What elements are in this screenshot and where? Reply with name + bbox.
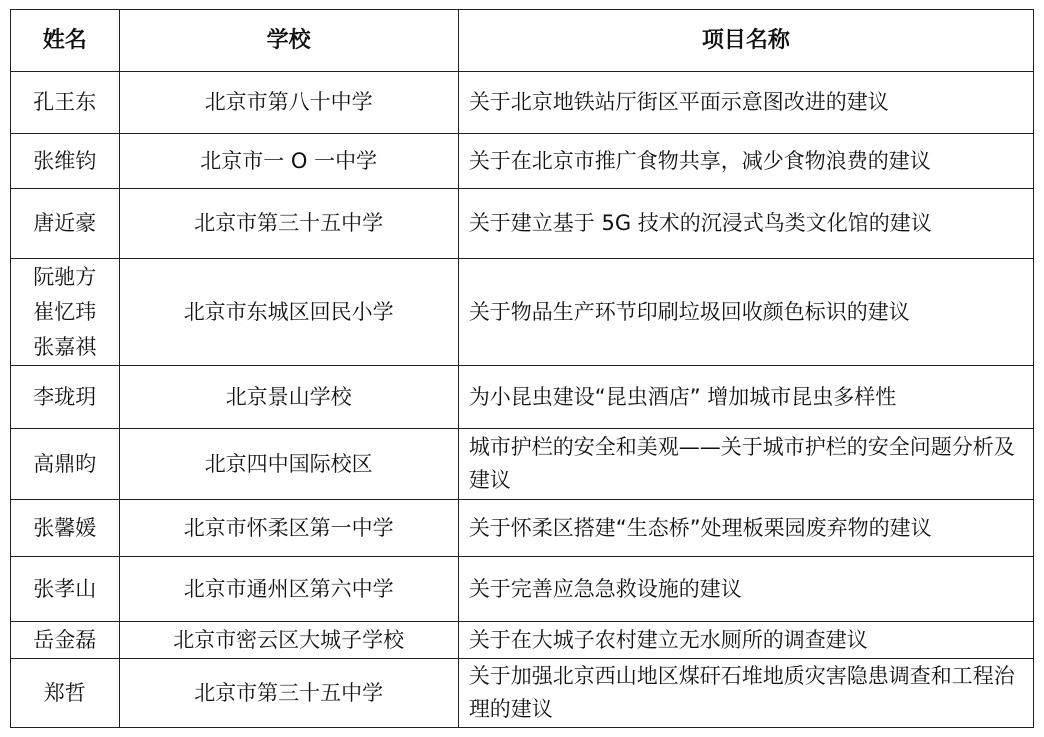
project-table (10, 9, 1034, 728)
school-cell: 北京市怀柔区第一中学 (119, 500, 458, 557)
table-row (11, 557, 1034, 622)
header-school: 学校 (119, 10, 458, 72)
school-cell: 北京市东城区回民小学 (119, 259, 458, 366)
student-name-cell (11, 134, 120, 189)
student-name-cell (11, 72, 120, 134)
school-cell: 北京四中国际校区 (119, 429, 458, 500)
table-row (11, 659, 1034, 728)
student-name: 崔忆玮 (33, 299, 97, 324)
student-name: 孔王东 (33, 90, 97, 114)
student-name: 张馨媛 (33, 515, 97, 540)
student-name: 唐近豪 (33, 211, 97, 235)
school-cell: 北京市第八十中学 (119, 72, 458, 134)
project-cell: 关于在大城子农村建立无水厕所的调查建议 (458, 622, 1033, 659)
project-cell: 为小昆虫建设“昆虫酒店” 增加城市昆虫多样性 (458, 366, 1033, 429)
school-cell: 北京景山学校 (119, 366, 458, 429)
header-name: 姓名 (11, 10, 120, 72)
school-cell: 北京市一 O 一中学 (119, 134, 458, 189)
project-cell: 关于完善应急急救设施的建议 (458, 557, 1033, 622)
student-name-cell (11, 557, 120, 622)
table-row (11, 259, 1034, 366)
student-name-cell (11, 189, 120, 259)
table-row (11, 134, 1034, 189)
student-name: 张嘉祺 (33, 334, 97, 359)
table-row (11, 622, 1034, 659)
student-name: 张孝山 (33, 576, 97, 601)
school-cell: 北京市密云区大城子学校 (119, 622, 458, 659)
student-name-cell (11, 429, 120, 500)
student-name: 阮驰方 (33, 264, 97, 289)
project-cell: 关于在北京市推广食物共享，减少食物浪费的建议 (458, 134, 1033, 189)
project-cell: 关于北京地铁站厅街区平面示意图改进的建议 (458, 72, 1033, 134)
student-name-cell (11, 622, 120, 659)
school-cell: 北京市通州区第六中学 (119, 557, 458, 622)
student-name: 岳金磊 (33, 627, 97, 652)
project-cell: 关于怀柔区搭建“生态桥”处理板栗园废弃物的建议 (458, 500, 1033, 557)
student-name: 郑哲 (43, 680, 86, 705)
school-cell: 北京市第三十五中学 (119, 659, 458, 728)
table-row (11, 429, 1034, 500)
project-cell: 城市护栏的安全和美观——关于城市护栏的安全问题分析及建议 (458, 429, 1033, 500)
school-cell: 北京市第三十五中学 (119, 189, 458, 259)
project-cell: 关于建立基于 5G 技术的沉浸式鸟类文化馆的建议 (458, 189, 1033, 259)
header-row (11, 10, 1034, 72)
project-cell: 关于加强北京西山地区煤矸石堆地质灾害隐患调查和工程治理的建议 (458, 659, 1033, 728)
student-name: 李珑玥 (33, 384, 97, 409)
table-row (11, 72, 1034, 134)
table-row (11, 189, 1034, 259)
student-name-cell (11, 500, 120, 557)
header-project: 项目名称 (458, 10, 1033, 72)
table-row (11, 366, 1034, 429)
student-name-cell (11, 659, 120, 728)
student-name-cell (11, 366, 120, 429)
student-name-cell (11, 259, 120, 366)
project-cell: 关于物品生产环节印刷垃圾回收颜色标识的建议 (458, 259, 1033, 366)
student-name: 张维钧 (33, 148, 97, 173)
student-name: 高鼎昀 (33, 451, 97, 476)
table-row (11, 500, 1034, 557)
